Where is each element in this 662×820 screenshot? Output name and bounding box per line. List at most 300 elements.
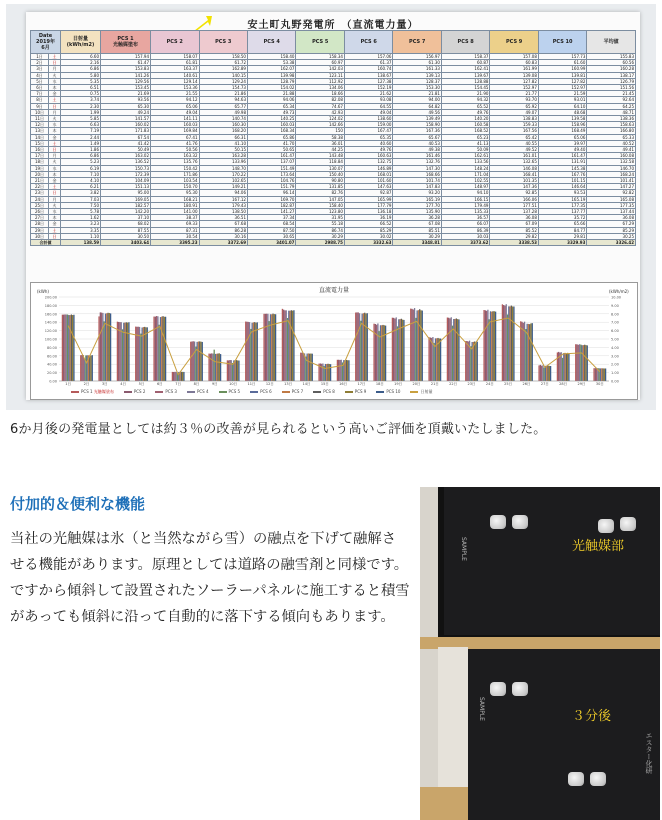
table-cell: 21.55 (151, 91, 199, 97)
table-cell: 7.10 (61, 171, 101, 177)
table-cell: 27日 (31, 215, 49, 221)
bar (63, 315, 64, 381)
table-cell: 148.97 (441, 184, 489, 190)
table-cell: 1.99 (61, 109, 101, 115)
bar (575, 344, 576, 381)
bar (325, 364, 326, 381)
table-cell: 182.87 (247, 202, 295, 208)
bar (124, 323, 125, 381)
table-cell: 182.57 (101, 202, 151, 208)
table-cell: 61.72 (199, 60, 247, 66)
legend-item (345, 389, 367, 395)
bar (126, 322, 127, 381)
y2-tick-label: 9.00 (611, 303, 619, 308)
table-cell: 65.35 (344, 134, 392, 140)
table-cell: 166.80 (587, 128, 636, 134)
table-cell: 139.67 (441, 72, 489, 78)
bar (364, 313, 365, 381)
bar (483, 310, 484, 381)
bar (456, 318, 457, 381)
table-cell: 84.77 (538, 227, 586, 233)
bar (523, 323, 524, 381)
table-cell: 92.87 (344, 190, 392, 196)
table-cell: 171.83 (101, 128, 151, 134)
table-cell: 3.35 (61, 227, 101, 233)
bar (487, 310, 488, 381)
bar (106, 313, 107, 381)
table-cell: 41.13 (441, 140, 489, 146)
table-cell: 65.67 (393, 134, 441, 140)
x-tick-label: 26日 (522, 382, 531, 386)
bar (162, 316, 163, 381)
table-cell: 21.69 (101, 91, 151, 97)
table-cell: 火 (49, 116, 61, 122)
header-irradiance: 日射量 (kWh/m2) (61, 31, 101, 54)
table-cell: 67.68 (199, 221, 247, 227)
bar (266, 314, 267, 381)
legend-swatch (124, 391, 132, 393)
table-cell: 61.60 (538, 60, 586, 66)
table-cell: 138.83 (490, 116, 538, 122)
bar (248, 322, 249, 381)
label-photocatalyst: 光触媒部 (572, 539, 625, 554)
table-cell: 49.98 (199, 109, 247, 115)
bar (475, 342, 476, 381)
table-cell: 139.98 (247, 72, 295, 78)
table-cell: 101.15 (538, 178, 586, 184)
table-cell: 92.85 (490, 190, 538, 196)
table-cell: 102.55 (441, 178, 489, 184)
bar (344, 360, 345, 381)
bar (465, 341, 466, 381)
bar (580, 345, 581, 381)
table-cell: 60.97 (296, 60, 344, 66)
table-cell: 138.59 (61, 240, 101, 246)
bar (101, 313, 102, 381)
legend-label: PCS 7 (291, 389, 304, 394)
table-cell: 90.80 (296, 178, 344, 184)
bar (430, 338, 431, 381)
bar (249, 322, 250, 381)
table-cell: 21.81 (393, 91, 441, 97)
bar (234, 360, 235, 381)
bar (567, 353, 568, 381)
ice-block (568, 772, 584, 786)
table-cell: 41.76 (151, 140, 199, 146)
table-cell: 165.19 (538, 196, 586, 202)
legend-swatch (376, 391, 384, 393)
table-cell: 95.00 (101, 190, 151, 196)
table-cell: 168.66 (393, 171, 441, 177)
table-cell: 19日 (31, 165, 49, 171)
table-cell: 40.52 (587, 140, 636, 146)
bar (587, 345, 588, 381)
table-cell: 65.33 (587, 134, 636, 140)
bar (257, 322, 258, 381)
table-cell: 30.50 (101, 233, 151, 239)
table-cell: 167.47 (344, 128, 392, 134)
table-cell: 2.16 (61, 60, 101, 66)
bar (310, 354, 311, 381)
table-cell: 50.49 (101, 147, 151, 153)
bar (453, 319, 454, 381)
legend-label: PCS 4 (196, 389, 209, 394)
bar (545, 366, 546, 381)
table-cell: 153.30 (393, 85, 441, 91)
table-cell: 85.51 (393, 227, 441, 233)
table-cell: 129.14 (151, 78, 199, 84)
table-cell: 161.46 (393, 153, 441, 159)
table-cell: 96.14 (247, 190, 295, 196)
table-cell: 147.63 (344, 184, 392, 190)
irradiance-line (68, 318, 600, 375)
table-cell: 147.05 (296, 196, 344, 202)
bar (159, 325, 160, 381)
bar (363, 313, 364, 381)
table-cell: 104.09 (101, 178, 151, 184)
table-cell: 177.79 (344, 202, 392, 208)
table-cell: 133.96 (199, 159, 247, 165)
table-cell: 36.08 (587, 215, 636, 221)
table-cell: 146.89 (344, 165, 392, 171)
table-cell: 50.09 (441, 147, 489, 153)
table-cell: 161.47 (538, 153, 586, 159)
bar (263, 314, 264, 381)
table-cell: 150.40 (296, 171, 344, 177)
table-cell: 48.68 (538, 109, 586, 115)
table-cell: 49.07 (490, 109, 538, 115)
bar (347, 360, 348, 381)
bar (582, 345, 583, 381)
bar (452, 326, 453, 381)
table-cell: 64.82 (393, 103, 441, 109)
bar (605, 368, 606, 381)
bar (601, 368, 602, 381)
table-cell: 94.06 (247, 97, 295, 103)
bar (212, 354, 213, 381)
y-tick-label: 140.00 (44, 320, 57, 325)
bar (440, 339, 441, 381)
table-cell: 163.02 (101, 153, 151, 159)
table-cell: 154.73 (199, 85, 247, 91)
table-cell: 168.24 (587, 171, 636, 177)
x-tick-label: 5日 (138, 382, 145, 386)
table-cell: 3.74 (61, 97, 101, 103)
table-cell: 18.66 (296, 91, 344, 97)
bar (199, 341, 200, 381)
bar (214, 350, 215, 381)
header-pcs: PCS 10 (538, 31, 586, 54)
table-cell: 66.31 (199, 134, 247, 140)
table-cell: 月 (49, 196, 61, 202)
table-cell: 132.75 (344, 159, 392, 165)
table-cell: 3329.93 (538, 240, 586, 246)
table-cell: 49.41 (587, 147, 636, 153)
y-tick-label: 200.00 (44, 295, 57, 300)
table-cell: 177.35 (587, 202, 636, 208)
table-cell: 86.74 (296, 227, 344, 233)
bar (360, 321, 361, 381)
bar (282, 309, 283, 381)
y2-tick-label: 8.00 (611, 312, 619, 317)
bar (255, 323, 256, 381)
panel-top (444, 487, 660, 635)
table-cell: 5.78 (61, 209, 101, 215)
data-sheet-photo (6, 4, 656, 410)
table-cell: 64.25 (587, 103, 636, 109)
x-tick-label: 22日 (449, 382, 458, 386)
table-cell: 179.49 (441, 202, 489, 208)
bar (100, 312, 101, 381)
bar (229, 360, 230, 381)
table-cell: 149.21 (199, 184, 247, 190)
table-cell: 160.58 (441, 122, 489, 128)
table-cell: 67.29 (587, 221, 636, 227)
table-cell: 82.76 (296, 190, 344, 196)
bar (485, 310, 486, 381)
header-date: Date 2019年 6月 (31, 31, 61, 54)
header-pcs: PCS 9 (490, 31, 538, 54)
table-cell: 44.25 (296, 147, 344, 153)
table-cell: 132.76 (393, 159, 441, 165)
table-cell: 水 (49, 78, 61, 84)
bar (365, 313, 366, 381)
table-cell: 135.33 (441, 209, 489, 215)
table-cell: 49.04 (151, 109, 199, 115)
table-cell: 141.26 (101, 72, 151, 78)
bar (81, 355, 82, 381)
table-cell: 64.55 (344, 103, 392, 109)
x-tick-label: 10日 (229, 382, 238, 386)
table-cell: 6.86 (61, 66, 101, 72)
table-cell: 4.10 (61, 178, 101, 184)
table-cell: 168.41 (490, 171, 538, 177)
table-cell: 土 (49, 54, 61, 60)
bar (377, 323, 378, 381)
table-cell: 39.97 (538, 140, 586, 146)
table-cell: 138.67 (344, 72, 392, 78)
bar (384, 325, 385, 381)
bar (145, 327, 146, 381)
table-cell: 48.71 (587, 109, 636, 115)
legend-swatch (282, 391, 290, 393)
table-cell: 162.61 (441, 153, 489, 159)
bar (544, 368, 545, 381)
bar (164, 317, 165, 381)
bar (312, 354, 313, 381)
table-cell: 137.28 (490, 209, 538, 215)
table-cell: 40.53 (393, 140, 441, 146)
table-cell: 木 (49, 128, 61, 134)
table-cell: 163.37 (151, 66, 199, 72)
legend-swatch (345, 391, 353, 393)
table-cell: 87.50 (247, 227, 295, 233)
legend-item (376, 389, 400, 395)
chart-legend (71, 389, 432, 395)
table-cell: 金 (49, 221, 61, 227)
bar (98, 316, 99, 381)
bar (339, 360, 340, 381)
table-cell: 6.60 (61, 54, 101, 60)
x-tick-label: 13日 (284, 382, 293, 386)
bar (410, 309, 411, 381)
x-tick-label: 21日 (430, 382, 439, 386)
bar (562, 358, 563, 381)
chart-title: 直流電力量 (318, 287, 349, 294)
bar (329, 364, 330, 381)
table-cell: 5.35 (61, 78, 101, 84)
bar (156, 316, 157, 381)
table-cell: 21日 (31, 178, 49, 184)
table-cell: 29.82 (490, 233, 538, 239)
table-cell: 123.80 (296, 209, 344, 215)
bar (468, 341, 469, 381)
table-cell: 133.56 (441, 159, 489, 165)
table-cell: 水 (49, 165, 61, 171)
x-tick-label: 3日 (101, 382, 108, 386)
bar (434, 343, 435, 381)
bar (520, 321, 521, 381)
bar (117, 322, 118, 381)
bar (419, 309, 420, 381)
x-tick-label: 24日 (485, 382, 494, 386)
table-cell: 3373.62 (441, 240, 489, 246)
table-cell: 3348.81 (393, 240, 441, 246)
table-cell: 162.41 (441, 66, 489, 72)
table-cell: 93.20 (393, 190, 441, 196)
table-cell: 153.45 (101, 85, 151, 91)
table-cell: 65.23 (441, 134, 489, 140)
table-cell: 112.92 (296, 78, 344, 84)
bar (308, 353, 309, 381)
bar (473, 342, 474, 381)
table-cell: 160.99 (538, 66, 586, 72)
table-cell: 93.56 (101, 97, 151, 103)
table-cell: 9日 (31, 103, 49, 109)
section-body: 当社の光触媒は氷（と当然ながら雪）の融点を下げて融解させる機能があります。原理としては道路の融雪剤と同様です。ですから傾斜して設置されたソーラーパネルに施工すると積雪があっても傾斜に沿って自動的に落下する傾向もあります。 (10, 531, 410, 625)
bar (458, 319, 459, 381)
table-cell: 158.40 (296, 202, 344, 208)
table-cell: 49.40 (538, 147, 586, 153)
bar (109, 313, 110, 381)
bar (153, 317, 154, 381)
table-cell: 3395.23 (151, 240, 199, 246)
table-cell: 火 (49, 202, 61, 208)
bar (62, 315, 63, 381)
table-cell: 129.24 (199, 78, 247, 84)
x-tick-label: 6日 (156, 382, 163, 386)
table-cell: 17日 (31, 153, 49, 159)
bar (604, 368, 605, 381)
table-cell: 土 (49, 227, 61, 233)
table-cell: 65.92 (490, 103, 538, 109)
table-cell: 6.86 (61, 153, 101, 159)
table-cell: 21.77 (490, 91, 538, 97)
bar (382, 325, 383, 381)
bar (583, 345, 584, 381)
table-cell: 135.76 (151, 159, 199, 165)
bar (200, 342, 201, 381)
bar (265, 314, 266, 381)
table-cell: 36.57 (441, 215, 489, 221)
bar (392, 318, 393, 381)
bar (238, 361, 239, 381)
header-pcs: PCS 2 (151, 31, 199, 54)
table-cell: 159.33 (490, 122, 538, 128)
bar (525, 329, 526, 381)
bar (102, 313, 103, 381)
table-cell: 金 (49, 134, 61, 140)
table-cell: 8日 (31, 97, 49, 103)
table-cell: 61.37 (344, 60, 392, 66)
bar (202, 342, 203, 381)
x-tick-label: 17日 (357, 382, 366, 386)
bar (246, 322, 247, 381)
table-cell: 101.60 (344, 178, 392, 184)
bar (293, 310, 294, 381)
bar (250, 329, 251, 381)
table-cell: 49.76 (441, 109, 489, 115)
table-cell: 167.56 (490, 128, 538, 134)
bar (449, 318, 450, 381)
table-cell: 22日 (31, 184, 49, 190)
bar (191, 341, 192, 381)
bar (198, 342, 199, 381)
y-tick-label: 120.00 (44, 329, 57, 334)
legend-item (282, 389, 304, 395)
table-cell: 68.54 (247, 221, 295, 227)
table-cell: 30.25 (587, 233, 636, 239)
bar (466, 341, 467, 381)
table-cell: 92.82 (587, 190, 636, 196)
table-cell: 132.65 (490, 159, 538, 165)
table-cell: 93.08 (344, 97, 392, 103)
table-cell: 3332.63 (344, 240, 392, 246)
legend-note: 光触媒塗布 (92, 389, 114, 394)
bar (90, 355, 91, 381)
table-cell: 136.52 (101, 159, 151, 165)
legend-swatch (187, 391, 195, 393)
table-cell: 146.64 (538, 184, 586, 190)
table-cell: 30.03 (441, 233, 489, 239)
bar (394, 319, 395, 381)
table-cell: 30.29 (393, 233, 441, 239)
brand-mark: エスター化研 (645, 732, 653, 774)
bar (457, 319, 458, 381)
table-cell: 166.06 (490, 196, 538, 202)
table-cell: 29.81 (538, 233, 586, 239)
bar (211, 353, 212, 381)
table-cell: 104.76 (247, 178, 295, 184)
table-cell: 0.75 (61, 91, 101, 97)
table-cell: 木 (49, 85, 61, 91)
bar (307, 354, 308, 381)
bar (236, 360, 237, 381)
bar (414, 308, 415, 381)
table-cell: 148.24 (441, 165, 489, 171)
bar (197, 342, 198, 381)
table-header-row (31, 31, 636, 54)
legend-swatch (71, 391, 79, 393)
bar (232, 363, 233, 381)
legend-label: PCS 1 (81, 389, 93, 394)
table-cell: 3372.69 (199, 240, 247, 246)
x-tick-label: 8日 (193, 382, 200, 386)
table-cell: 金 (49, 91, 61, 97)
table-cell: 65.86 (247, 134, 295, 140)
table-cell: 153.36 (151, 85, 199, 91)
result-caption: 6か月後の発電量としては約３％の改善が見られるという高いご評価を頂戴いたしました。 (10, 422, 547, 437)
